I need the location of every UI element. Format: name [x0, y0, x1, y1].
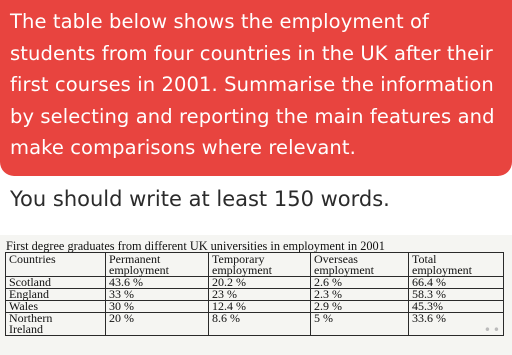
cell-country: England [6, 289, 106, 301]
prompt-line: students from four countries in the UK after their [10, 41, 493, 65]
cell-temporary: 23 % [209, 289, 311, 301]
employment-table-image [0, 235, 512, 355]
more-icon[interactable]: •• [483, 323, 502, 337]
cell-total: 33.6 % [409, 313, 504, 336]
cell-temporary: 12.4 % [209, 301, 311, 313]
prompt-line: make comparisons where relevant. [10, 136, 356, 160]
prompt-line: by selecting and reporting the main features and [10, 104, 495, 128]
cell-country: Wales [6, 301, 106, 313]
cell-total: 45.3% [409, 301, 504, 313]
header-permanent: Permanent employment [106, 253, 209, 277]
cell-permanent: 30 % [106, 301, 209, 313]
table-header-row [6, 253, 504, 277]
prompt-card [0, 0, 512, 176]
cell-permanent: 20 % [106, 313, 209, 336]
cell-permanent: 33 % [106, 289, 209, 301]
header-temporary: Temporary employment [209, 253, 311, 277]
table-caption: First degree graduates from different UK universities in employment in 2001 [6, 239, 385, 253]
cell-total: 66.4 % [409, 277, 504, 289]
prompt-line: The table below shows the employment of [10, 10, 430, 33]
cell-country: Scotland [6, 277, 106, 289]
cell-overseas: 2.3 % [311, 289, 409, 301]
cell-overseas: 5 % [311, 313, 409, 336]
cell-overseas: 2.6 % [311, 277, 409, 289]
word-count-instruction: You should write at least 150 words. [10, 187, 390, 211]
prompt-line: first courses in 2001. Summarise the information [10, 73, 494, 97]
header-overseas: Overseas employment [311, 253, 409, 277]
cell-overseas: 2.9 % [311, 301, 409, 313]
prompt-text [10, 6, 502, 164]
cell-temporary: 8.6 % [209, 313, 311, 336]
cell-temporary: 20.2 % [209, 277, 311, 289]
cell-total: 58.3 % [409, 289, 504, 301]
header-total: Total employment [409, 253, 504, 277]
employment-table [5, 252, 504, 336]
cell-country: Northern Ireland [6, 313, 106, 336]
header-countries: Countries [6, 253, 106, 277]
cell-permanent: 43.6 % [106, 277, 209, 289]
table-row [6, 313, 504, 336]
